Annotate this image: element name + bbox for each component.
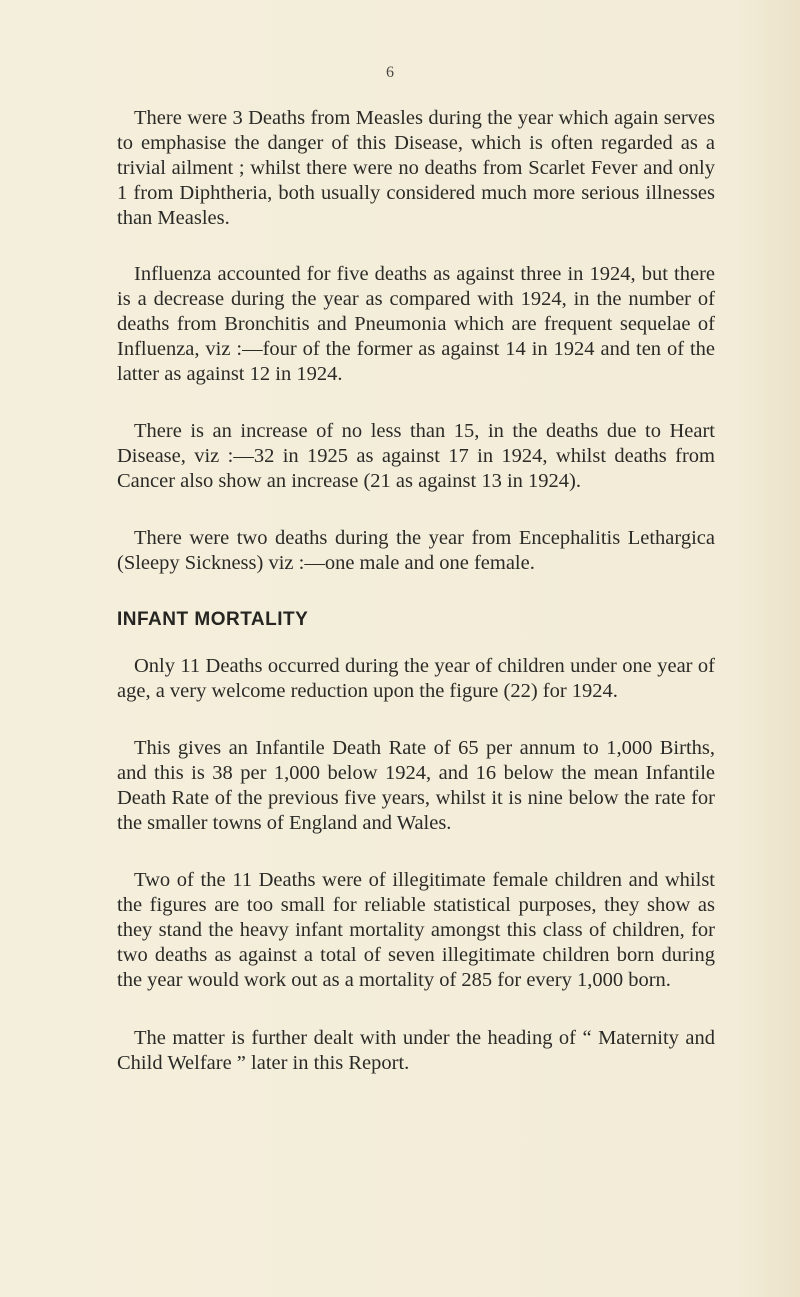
paragraph-illegitimate-children: Two of the 11 Deaths were of illegitimate female children and whilst the figures are too small for reliable statistical purposes, they show as they stand the heavy infant mortality amongst this class of children, for two deaths as against a total of seven illegitimate children born during the year would work out as a mortality of 285 for every 1,000 born. xyxy=(117,869,715,991)
paragraph-infantile-death-rate: This gives an Infantile Death Rate of 65 per annum to 1,000 Births, and this is 38 per 1,000 below 1924, and 16 below the mean Infantile Death Rate of the previous five years, whilst it is nine below the rate for the smaller towns of England and Wales. xyxy=(117,737,715,834)
paragraph-measles: There were 3 Deaths from Measles during the year which again serves to emphasise the danger of this Disease, which is often regarded as a trivial ailment ; whilst there were no deaths from Scarlet Fever and only 1 from Diphtheria, both usually considered much more serious illnesses than Measles. xyxy=(117,107,715,229)
page-number: 6 xyxy=(386,64,394,81)
paragraph-influenza: Influenza accounted for five deaths as against three in 1924, but there is a decrease during the year as compared with 1924, in the number of deaths from Bronchitis and Pneumonia which are frequent sequelae of Influenza, viz :—four of the former as against 14 in 1924 and ten of the latter as against 12 in 1924. xyxy=(117,263,715,385)
paragraph-infant-deaths: Only 11 Deaths occurred during the year of children under one year of age, a very welcome reduction upon the figure (22) for 1924. xyxy=(117,655,715,702)
paragraph-encephalitis: There were two deaths during the year from Encephalitis Lethargica (Sleepy Sickness) viz :—one male and one female. xyxy=(117,527,715,574)
document-body xyxy=(117,106,715,1076)
section-heading-infant-mortality: INFANT MORTALITY xyxy=(117,609,309,630)
paragraph-heart-disease: There is an increase of no less than 15, in the deaths due to Heart Disease, viz :—32 in 1925 as against 17 in 1924, whilst deaths from Cancer also show an increase (21 as against 13 in 1924). xyxy=(117,420,715,492)
paragraph-maternity-reference: The matter is further dealt with under the heading of “ Maternity and Child Welfare ” later in this Report. xyxy=(117,1027,715,1074)
